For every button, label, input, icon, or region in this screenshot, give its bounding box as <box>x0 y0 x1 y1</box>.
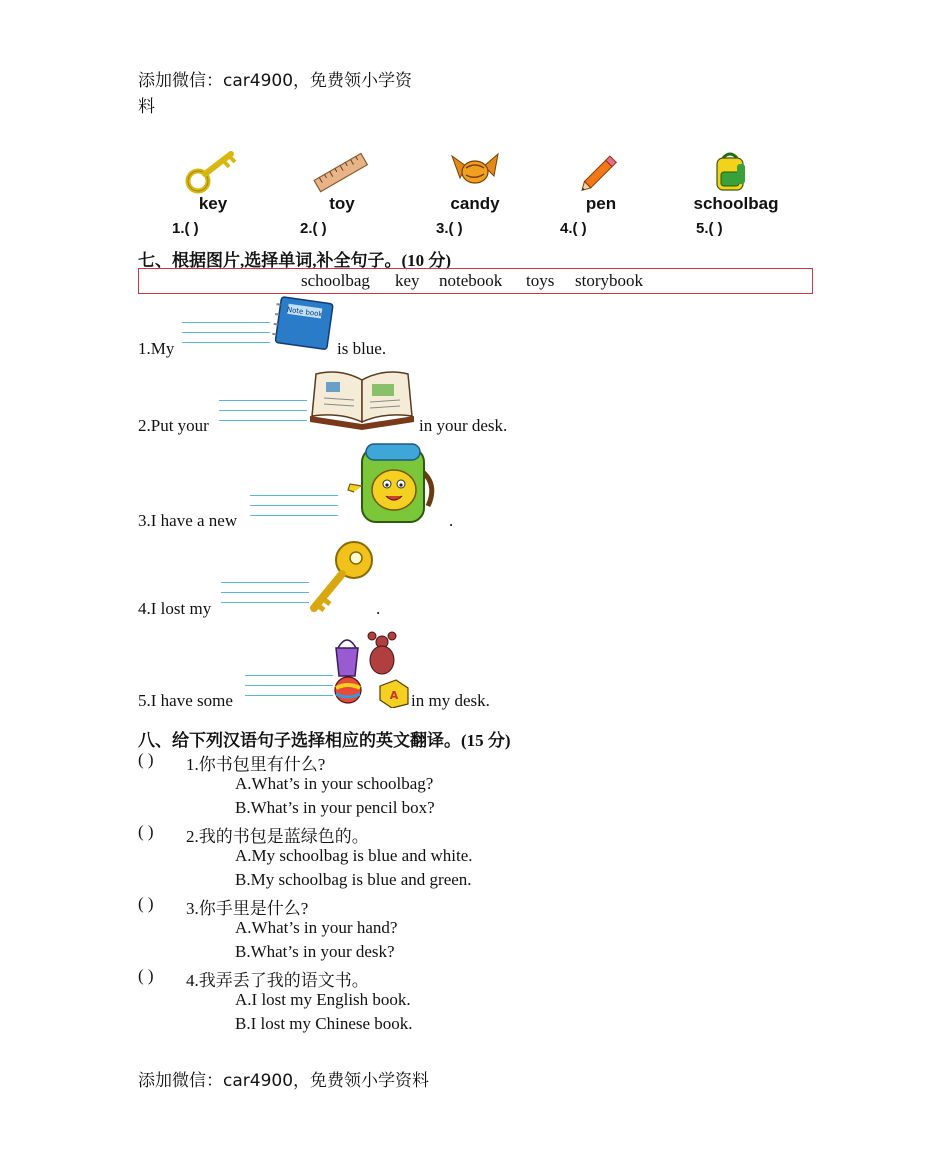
open-book-icon <box>306 366 418 432</box>
section8-heading: 八、给下列汉语句子选择相应的英文翻译。(15 分) <box>138 731 511 750</box>
toys-icon <box>330 628 412 708</box>
option-b-4: B.I lost my Chinese book. <box>235 1014 413 1033</box>
watermark-code: car4900 <box>223 71 294 91</box>
picture-label-key: key <box>198 194 228 213</box>
option-b-3: B.What’s in your desk? <box>235 942 395 961</box>
option-a-4: A.I lost my English book. <box>235 990 411 1009</box>
sentence-5-before: 5.I have some <box>138 691 233 710</box>
svg-text:Note book: Note book <box>286 305 323 319</box>
sentence-3-before: 3.I have a new <box>138 511 238 530</box>
notebook-icon <box>270 296 336 352</box>
watermark-suffix: ，免费领小学资料 <box>293 1071 430 1090</box>
key-icon <box>183 148 243 198</box>
watermark-prefix: 添加微信： <box>138 71 223 90</box>
question-prompt-4: 4.我弄丢了我的语文书。 <box>186 971 369 990</box>
picture-label-candy: candy <box>450 194 500 213</box>
option-b-1: B.What’s in your pencil box? <box>235 798 435 817</box>
answer-lines-2[interactable] <box>219 400 307 430</box>
picture-number-3: 3.( ) <box>436 220 463 237</box>
answer-lines-3[interactable] <box>250 495 338 525</box>
watermark-prefix: 添加微信： <box>138 1071 223 1090</box>
answer-lines-5[interactable] <box>245 675 333 705</box>
picture-number-5: 5.( ) <box>696 220 723 237</box>
schoolbag-icon <box>711 150 749 194</box>
sentence-1-after: is blue. <box>337 339 387 358</box>
sentence-3-after: . <box>449 511 454 530</box>
watermark-wrap: 料 <box>138 97 155 116</box>
word-bank-item: notebook <box>439 271 503 290</box>
picture-label-toy: toy <box>329 194 355 213</box>
answer-bracket-2[interactable]: ( ) <box>138 822 154 841</box>
picture-number-1: 1.( ) <box>172 220 199 237</box>
answer-bracket-3[interactable]: ( ) <box>138 894 154 913</box>
watermark-top <box>138 68 412 120</box>
picture-label-pen: pen <box>585 194 617 213</box>
pencil-icon <box>575 150 625 196</box>
svg-text:A: A <box>389 689 399 702</box>
word-bank-item: key <box>395 271 420 290</box>
question-prompt-1: 1.你书包里有什么? <box>186 755 326 774</box>
ruler-icon <box>312 150 370 196</box>
key-icon <box>306 538 376 614</box>
sentence-1-before: 1.My <box>138 339 175 358</box>
word-bank-item: toys <box>526 271 555 290</box>
option-b-2: B.My schoolbag is blue and green. <box>235 870 472 889</box>
option-a-2: A.My schoolbag is blue and white. <box>235 846 473 865</box>
watermark-code: car4900 <box>223 1071 294 1091</box>
sentence-2-before: 2.Put your <box>138 416 209 435</box>
picture-number-2: 2.( ) <box>300 220 327 237</box>
sentence-2-after: in your desk. <box>419 416 508 435</box>
word-bank-box <box>138 268 813 294</box>
picture-number-4: 4.( ) <box>560 220 587 237</box>
watermark-bottom <box>138 1068 429 1094</box>
question-prompt-3: 3.你手里是什么? <box>186 899 309 918</box>
candy-icon <box>448 148 502 196</box>
sentence-4-after: . <box>376 599 381 618</box>
word-bank-item: schoolbag <box>301 271 370 290</box>
schoolbag-icon <box>344 440 448 526</box>
option-a-3: A.What’s in your hand? <box>235 918 398 937</box>
answer-lines-1[interactable] <box>182 322 270 352</box>
sentence-4-before: 4.I lost my <box>138 599 212 618</box>
watermark-suffix: ，免费领小学资 <box>293 71 413 90</box>
answer-lines-4[interactable] <box>221 582 309 612</box>
word-bank-item: storybook <box>575 271 643 290</box>
section7-heading: 七、根据图片,选择单词,补全句子。(10 分) <box>138 251 452 270</box>
option-a-1: A.What’s in your schoolbag? <box>235 774 434 793</box>
answer-bracket-1[interactable]: ( ) <box>138 750 154 769</box>
sentence-5-after: in my desk. <box>411 691 490 710</box>
answer-bracket-4[interactable]: ( ) <box>138 966 154 985</box>
picture-label-schoolbag: schoolbag <box>693 194 779 213</box>
question-prompt-2: 2.我的书包是蓝绿色的。 <box>186 827 369 846</box>
